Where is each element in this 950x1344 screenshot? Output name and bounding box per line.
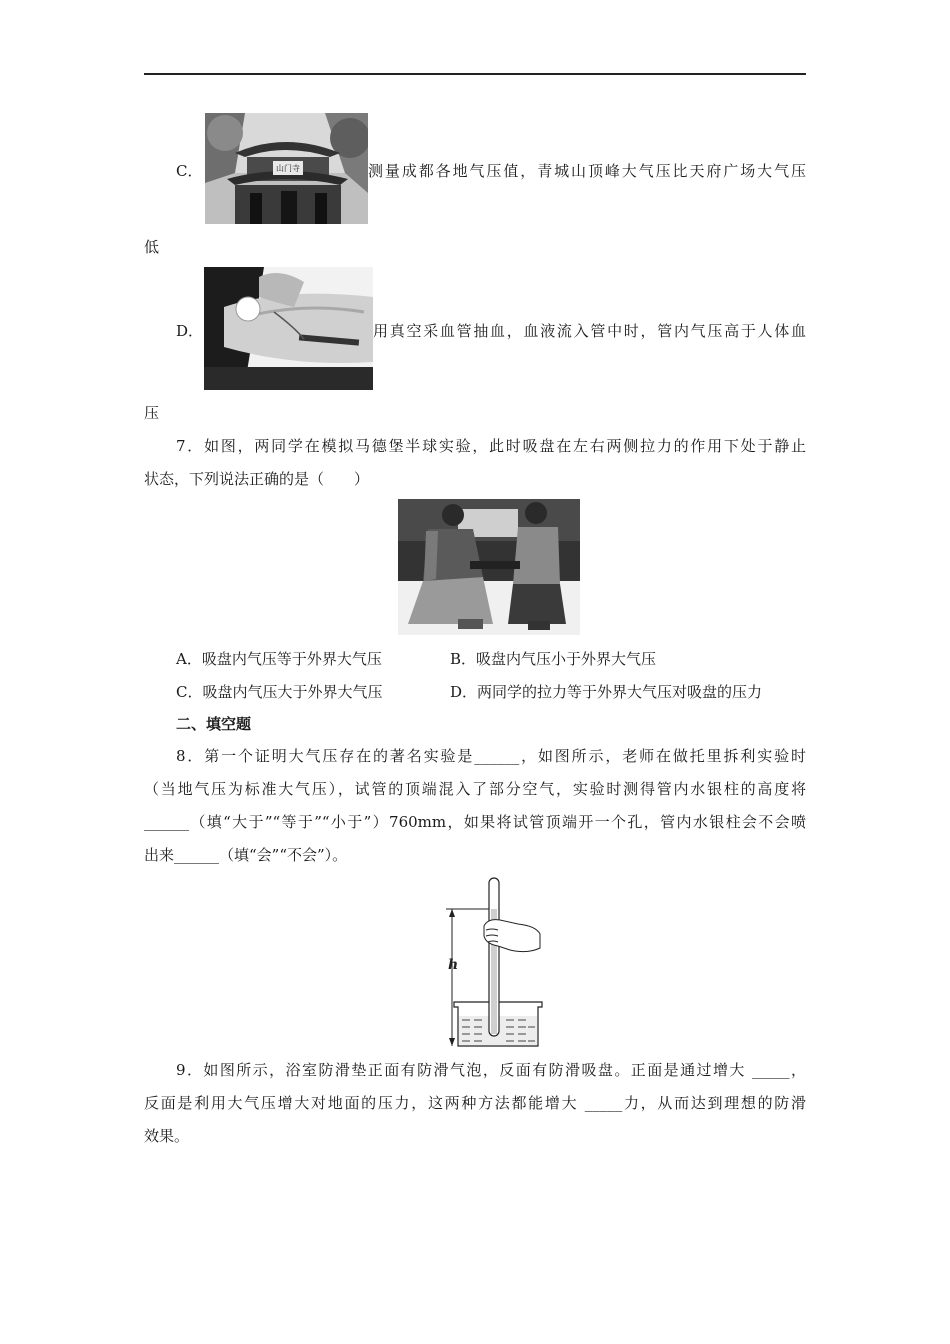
blood-draw-photo (204, 267, 373, 390)
q7-option-d: D．两同学的拉力等于外界大气压对吸盘的压力 (450, 683, 763, 701)
q7-option-c: C．吸盘内气压大于外界大气压 (176, 683, 383, 701)
torricelli-figure (440, 874, 546, 1050)
q9-line2: 反面是利用大气压增大对地面的压力，这两种方法都能增大 _____力，从而达到理想的防滑 (144, 1094, 806, 1112)
q9-line1: 9．如图所示，浴室防滑垫正面有防滑气泡，反面有防滑吸盘。正面是通过增大 _____， (176, 1061, 806, 1079)
temple-photo (205, 113, 368, 224)
q7-stem-line2: 状态，下列说法正确的是（ ） (144, 470, 370, 488)
q8-line1: 8．第一个证明大气压存在的著名实验是______，如图所示，老师在做托里拆利实验时 (176, 747, 806, 765)
height-label-h: h (448, 957, 459, 973)
header-rule (144, 73, 806, 75)
q7-option-a: A．吸盘内气压等于外界大气压 (176, 650, 382, 668)
q7-option-b: B．吸盘内气压小于外界大气压 (450, 650, 657, 668)
q7-stem-line1: 7．如图，两同学在模拟马德堡半球实验，此时吸盘在左右两侧拉力的作用下处于静止 (176, 437, 806, 455)
q8-line4: 出来______（填“会”“不会”）。 (144, 846, 348, 864)
temple-sign-text: 山门寺 (276, 164, 300, 173)
q8-line3: ______（填“大于”“等于”“小于”）760mm，如果将试管顶端开一个孔，管内水银柱会不会喷 (144, 813, 806, 831)
magdeburg-kids-photo (398, 499, 580, 635)
section-title: 二、填空题 (176, 715, 252, 733)
q6-option-c-text: 测量成都各地气压值，青城山顶峰大气压比天府广场大气压 (368, 162, 806, 180)
q6-option-d-text: 用真空采血管抽血，血液流入管中时，管内气压高于人体血 (373, 322, 806, 340)
q9-line3: 效果。 (144, 1127, 190, 1145)
q6-option-d-continuation: 压 (144, 404, 160, 422)
q8-line2: （当地气压为标准大气压），试管的顶端混入了部分空气，实验时测得管内水银柱的高度将 (144, 780, 806, 798)
q6-option-c-continuation: 低 (144, 238, 160, 256)
q6-option-d-letter: D． (176, 322, 204, 340)
q6-option-c-letter: C． (176, 162, 203, 180)
